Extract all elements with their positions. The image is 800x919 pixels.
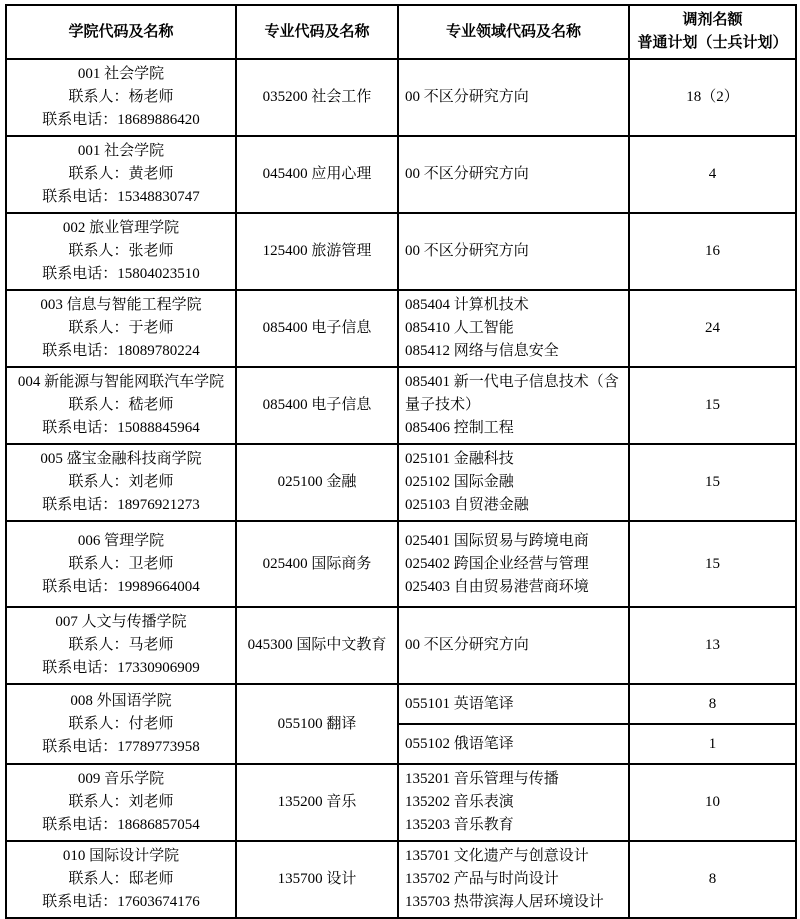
college-name-line: 010 国际设计学院 [62,848,180,864]
adjustment-quota-table [5,4,797,919]
field-line: 00 不区分研究方向 [405,243,529,259]
table-row [6,59,796,136]
major-cell: 125400 旅游管理 [236,213,398,290]
contact-person-line: 联系人：马老师 [68,637,174,653]
college-name-line: 001 社会学院 [77,66,165,82]
contact-phone-line: 联系电话：18976921273 [42,497,200,513]
major-cell: 135200 音乐 [236,764,398,841]
field-line: 055102 俄语笔译 [405,735,514,752]
college-name-line: 008 外国语学院 [70,692,172,709]
fields-cell [398,724,629,764]
table-row [6,136,796,213]
college-cell [6,444,236,521]
quota-cell: 10 [629,764,796,841]
college-name-line: 002 旅业管理学院 [62,220,180,236]
quota-cell: 15 [629,521,796,607]
contact-phone-line: 联系电话：15088845964 [42,420,200,436]
field-line: 085412 网络与信息安全 [405,343,559,359]
table-row [6,213,796,290]
header-fields [398,5,629,59]
header-quota-line1: 调剂名额 [682,12,743,28]
contact-person-line: 联系人：刘老师 [68,474,174,490]
college-cell [6,684,236,764]
college-name-line: 003 信息与智能工程学院 [40,297,202,313]
quota-cell: 4 [629,136,796,213]
fields-cell [398,521,629,607]
contact-person-line: 联系人：于老师 [68,320,174,336]
field-line: 025402 跨国企业经营与管理 [405,555,589,572]
major-cell: 045400 应用心理 [236,136,398,213]
college-name-line: 004 新能源与智能网联汽车学院 [17,374,225,390]
fields-cell [398,136,629,213]
college-name-line: 007 人文与传播学院 [55,614,187,630]
field-line: 025403 自由贸易港营商环境 [405,578,589,595]
field-line: 055101 英语笔译 [405,695,514,712]
college-cell [6,607,236,684]
fields-cell [398,764,629,841]
quota-cell: 24 [629,290,796,367]
table-row [6,367,796,444]
table-row [6,607,796,684]
fields-cell [398,367,629,444]
field-line: 085406 控制工程 [405,420,514,436]
table-row [6,764,796,841]
contact-person-line: 联系人：付老师 [68,715,174,732]
major-cell: 055100 翻译 [236,684,398,764]
contact-person-line: 联系人：黄老师 [68,166,174,182]
contact-phone-line: 联系电话：15348830747 [42,189,200,205]
major-cell: 025400 国际商务 [236,521,398,607]
college-cell [6,367,236,444]
quota-cell: 1 [629,724,796,764]
contact-phone-line: 联系电话：18686857054 [42,817,200,833]
field-line: 135203 音乐教育 [405,817,514,833]
field-line: 135202 音乐表演 [405,794,514,810]
field-line: 025401 国际贸易与跨境电商 [405,532,589,549]
header-major [236,5,398,59]
field-line: 135703 热带滨海人居环境设计 [405,894,604,910]
header-quota-line2: 普通计划（士兵计划） [637,35,788,51]
quota-cell: 16 [629,213,796,290]
table-row [6,290,796,367]
header-fields-label: 专业领域代码及名称 [445,23,581,40]
field-line: 135201 音乐管理与传播 [405,771,559,787]
field-line: 025102 国际金融 [405,474,514,490]
field-line: 025101 金融科技 [405,451,514,467]
contact-person-line: 联系人：杨老师 [68,89,174,105]
major-cell: 045300 国际中文教育 [236,607,398,684]
field-line: 00 不区分研究方向 [405,89,529,105]
table-row [6,841,796,918]
table-row [6,444,796,521]
contact-person-line: 联系人：刘老师 [68,794,174,810]
quota-cell: 13 [629,607,796,684]
major-cell: 025100 金融 [236,444,398,521]
table-row [6,684,796,724]
contact-person-line: 联系人：嵇老师 [68,397,174,413]
contact-phone-line: 联系电话：17789773958 [42,738,200,755]
contact-phone-line: 联系电话：17603674176 [42,894,200,910]
major-cell: 085400 电子信息 [236,367,398,444]
contact-person-line: 联系人：邸老师 [68,871,174,887]
contact-person-line: 联系人：张老师 [68,243,174,259]
major-cell: 035200 社会工作 [236,59,398,136]
header-college [6,5,236,59]
quota-cell: 8 [629,684,796,724]
table-header-row [6,5,796,59]
college-cell [6,59,236,136]
college-cell [6,521,236,607]
fields-cell [398,444,629,521]
major-cell: 135700 设计 [236,841,398,918]
college-name-line: 001 社会学院 [77,143,165,159]
contact-phone-line: 联系电话：15804023510 [42,266,200,282]
college-cell [6,290,236,367]
fields-cell [398,59,629,136]
contact-phone-line: 联系电话：18089780224 [42,343,200,359]
quota-cell: 18（2） [629,59,796,136]
major-cell: 085400 电子信息 [236,290,398,367]
college-cell [6,764,236,841]
field-line: 085401 新一代电子信息技术（含量子技术） [405,374,619,413]
fields-cell [398,841,629,918]
college-name-line: 009 音乐学院 [77,771,165,787]
fields-cell [398,684,629,724]
quota-cell: 15 [629,367,796,444]
header-major-label: 专业代码及名称 [264,23,370,40]
field-line: 025103 自贸港金融 [405,497,529,513]
college-name-line: 005 盛宝金融科技商学院 [40,451,202,467]
quota-cell: 15 [629,444,796,521]
field-line: 085404 计算机技术 [405,297,529,313]
college-name-line: 006 管理学院 [77,532,165,549]
quota-cell: 8 [629,841,796,918]
contact-phone-line: 联系电话：17330906909 [42,660,200,676]
contact-phone-line: 联系电话：18689886420 [42,112,200,128]
fields-cell [398,290,629,367]
field-line: 135702 产品与时尚设计 [405,871,559,887]
field-line: 135701 文化遗产与创意设计 [405,848,589,864]
fields-cell [398,607,629,684]
field-line: 085410 人工智能 [405,320,514,336]
header-quota [629,5,796,59]
field-line: 00 不区分研究方向 [405,166,529,182]
contact-person-line: 联系人：卫老师 [68,555,174,572]
fields-cell [398,213,629,290]
header-college-label: 学院代码及名称 [68,23,174,40]
college-cell [6,136,236,213]
field-line: 00 不区分研究方向 [405,637,529,653]
college-cell [6,841,236,918]
contact-phone-line: 联系电话：19989664004 [42,578,200,595]
table-row [6,521,796,607]
college-cell [6,213,236,290]
